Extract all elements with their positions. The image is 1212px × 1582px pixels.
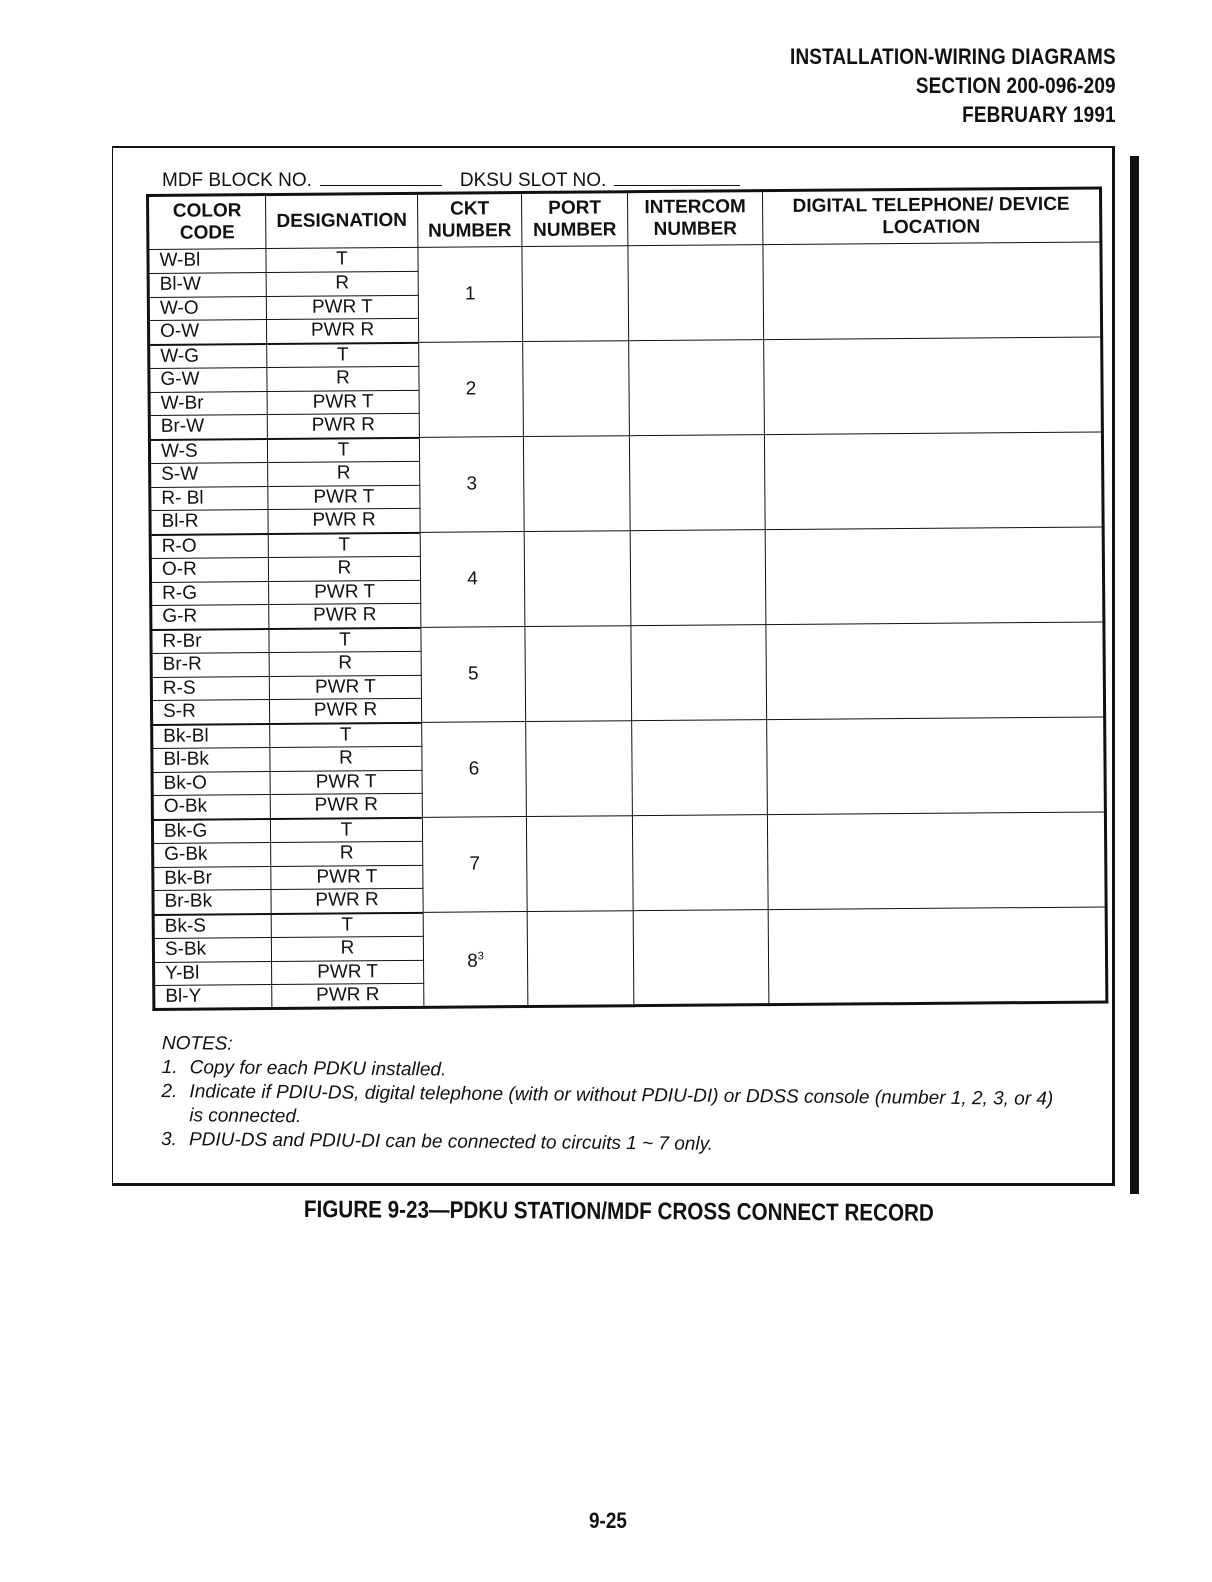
- mdf-block-label: MDF BLOCK NO.: [162, 170, 312, 191]
- ckt-number-cell: [419, 342, 524, 438]
- color-code-cell: S-W: [150, 462, 268, 487]
- ckt-number: 7: [469, 853, 481, 875]
- color-code-cell: G-Bk: [153, 842, 271, 867]
- note-number: 2.: [161, 1080, 178, 1103]
- device-location-cell[interactable]: [767, 812, 1106, 910]
- table-header-row: [148, 188, 1101, 249]
- page-number: 9-25: [589, 1508, 627, 1533]
- color-code-cell: Bk-S: [153, 914, 271, 939]
- designation-cell: PWR T: [269, 675, 421, 700]
- ckt-number-cell: [418, 247, 523, 343]
- designation-cell: PWR R: [270, 794, 422, 819]
- port-number-cell[interactable]: [526, 721, 633, 817]
- table-body: [148, 242, 1107, 1009]
- color-code-cell: S-Bk: [153, 937, 271, 962]
- ckt-number: 1: [464, 283, 476, 305]
- header-section: SECTION 200-096-209: [916, 73, 1116, 98]
- note-text: Indicate if PDIU-DS, digital telephone (with or without PDIU-DI) or DDSS console (number 1, 2, 3, or 4): [189, 1081, 1054, 1110]
- color-code-cell: G-R: [151, 605, 269, 630]
- intercom-number-cell[interactable]: [632, 720, 768, 816]
- form-fields: [162, 170, 758, 192]
- ckt-number: 3: [466, 473, 478, 495]
- designation-cell: PWR R: [271, 889, 423, 914]
- color-code-cell: Y-Bl: [154, 961, 272, 986]
- port-number-cell[interactable]: [526, 816, 633, 912]
- designation-cell: PWR T: [272, 960, 424, 985]
- designation-cell: PWR T: [268, 485, 420, 510]
- port-number-cell[interactable]: [523, 341, 630, 437]
- designation-cell: R: [267, 366, 419, 391]
- color-code-cell: Bk-O: [152, 771, 270, 796]
- device-location-cell[interactable]: [764, 337, 1103, 435]
- ckt-number: 8: [467, 950, 478, 972]
- port-number-cell[interactable]: [523, 436, 630, 532]
- device-location-cell[interactable]: [765, 527, 1104, 625]
- ckt-number-cell: [420, 532, 525, 628]
- color-code-cell: Br-W: [149, 415, 267, 440]
- header-ckt-number: CKT NUMBER: [418, 193, 522, 248]
- color-code-cell: W-S: [149, 439, 267, 464]
- designation-cell: R: [268, 556, 420, 581]
- designation-cell: T: [271, 912, 423, 937]
- note-number: 1.: [161, 1056, 178, 1079]
- header-color-code: COLOR CODE: [148, 195, 266, 250]
- document-header: [790, 42, 1116, 129]
- designation-cell: PWR T: [269, 580, 421, 605]
- port-number-cell[interactable]: [527, 911, 634, 1007]
- color-code-cell: Bl-R: [150, 510, 268, 535]
- designation-cell: T: [268, 532, 420, 557]
- color-code-cell: R- Bl: [150, 486, 268, 511]
- note-text: PDIU-DS and PDIU-DI can be connected to circuits 1 ~ 7 only.: [188, 1129, 714, 1155]
- color-code-cell: Bl-Y: [154, 985, 272, 1010]
- notes-section: [161, 1032, 1054, 1160]
- color-code-cell: Bk-G: [152, 819, 270, 844]
- change-bar: [1130, 156, 1139, 1194]
- device-location-cell[interactable]: [767, 717, 1106, 815]
- header-designation: DESIGNATION: [266, 193, 418, 248]
- designation-cell: R: [269, 651, 421, 676]
- intercom-number-cell[interactable]: [630, 530, 766, 626]
- ckt-number: 2: [465, 378, 477, 400]
- color-code-cell: O-W: [148, 320, 266, 345]
- ckt-number: 5: [467, 663, 479, 685]
- designation-cell: PWR T: [267, 390, 419, 415]
- designation-cell: PWR R: [269, 604, 421, 629]
- dksu-slot-blank: [614, 185, 740, 186]
- dksu-slot-label: DKSU SLOT NO.: [459, 170, 607, 191]
- ckt-number: 4: [467, 568, 478, 590]
- note-text-continued: is connected.: [189, 1105, 302, 1128]
- device-location-cell[interactable]: [766, 622, 1105, 720]
- color-code-cell: O-R: [150, 557, 268, 582]
- color-code-cell: Bk-Br: [153, 866, 271, 891]
- ckt-number-cell: [421, 627, 526, 723]
- header-device-location: DIGITAL TELEPHONE/ DEVICE LOCATION: [762, 188, 1100, 245]
- color-code-cell: R-Br: [151, 629, 269, 654]
- port-number-cell[interactable]: [525, 626, 632, 722]
- color-code-cell: W-Bl: [148, 249, 266, 274]
- designation-cell: R: [271, 936, 423, 961]
- designation-cell: PWR T: [266, 295, 418, 320]
- color-code-cell: S-R: [151, 700, 269, 725]
- designation-cell: R: [268, 461, 420, 486]
- ckt-number-cell: [419, 437, 524, 533]
- designation-cell: T: [267, 342, 419, 367]
- ckt-number-cell: [422, 817, 527, 913]
- color-code-cell: R-G: [151, 581, 269, 606]
- designation-cell: T: [269, 627, 421, 652]
- designation-cell: T: [267, 437, 419, 462]
- device-location-cell[interactable]: [764, 432, 1103, 530]
- designation-cell: PWR T: [271, 865, 423, 890]
- port-number-cell[interactable]: [524, 531, 631, 627]
- intercom-number-cell[interactable]: [628, 245, 764, 341]
- header-date: FEBRUARY 1991: [962, 102, 1116, 127]
- color-code-cell: G-W: [149, 367, 267, 392]
- intercom-number-cell[interactable]: [632, 815, 768, 911]
- intercom-number-cell[interactable]: [631, 625, 767, 721]
- designation-cell: T: [266, 247, 418, 272]
- figure-caption: FIGURE 9-23—PDKU STATION/MDF CROSS CONNECT RECORD: [303, 1196, 934, 1227]
- device-location-cell[interactable]: [763, 242, 1102, 340]
- header-port-number: PORT NUMBER: [522, 192, 628, 247]
- intercom-number-cell[interactable]: [633, 910, 769, 1006]
- designation-cell: PWR T: [270, 770, 422, 795]
- header-intercom-number: INTERCOM NUMBER: [627, 191, 762, 246]
- note-text: Copy for each PDKU installed.: [189, 1057, 447, 1081]
- designation-cell: PWR R: [272, 984, 424, 1009]
- designation-cell: R: [270, 746, 422, 771]
- intercom-number-cell[interactable]: [629, 340, 765, 436]
- mdf-block-blank: [320, 185, 442, 186]
- designation-cell: PWR R: [269, 699, 421, 724]
- designation-cell: PWR R: [266, 319, 418, 344]
- color-code-cell: Bk-Bl: [152, 724, 270, 749]
- designation-cell: T: [270, 722, 422, 747]
- notes-title: NOTES:: [161, 1033, 233, 1055]
- designation-cell: R: [266, 271, 418, 296]
- color-code-cell: Br-Bk: [153, 890, 271, 915]
- note-number: 3.: [160, 1128, 178, 1151]
- cross-connect-table: [146, 186, 1108, 1010]
- port-number-cell[interactable]: [522, 246, 629, 342]
- color-code-cell: W-Br: [149, 391, 267, 416]
- ckt-number: 6: [468, 758, 480, 780]
- device-location-cell[interactable]: [768, 907, 1107, 1005]
- color-code-cell: W-O: [148, 296, 266, 321]
- ckt-number-cell: [423, 912, 528, 1008]
- color-code-cell: R-S: [151, 676, 269, 701]
- designation-cell: T: [270, 817, 422, 842]
- designation-cell: R: [271, 841, 423, 866]
- color-code-cell: W-G: [149, 344, 267, 369]
- ckt-number-cell: [422, 722, 527, 818]
- designation-cell: PWR R: [267, 414, 419, 439]
- color-code-cell: Bl-Bk: [152, 747, 270, 772]
- designation-cell: PWR R: [268, 509, 420, 534]
- color-code-cell: R-O: [150, 534, 268, 559]
- header-title: INSTALLATION-WIRING DIAGRAMS: [790, 44, 1116, 69]
- color-code-cell: Bl-W: [148, 272, 266, 297]
- color-code-cell: O-Bk: [152, 795, 270, 820]
- intercom-number-cell[interactable]: [629, 435, 765, 531]
- footnote-ref: 3: [477, 950, 484, 963]
- color-code-cell: Br-R: [151, 652, 269, 677]
